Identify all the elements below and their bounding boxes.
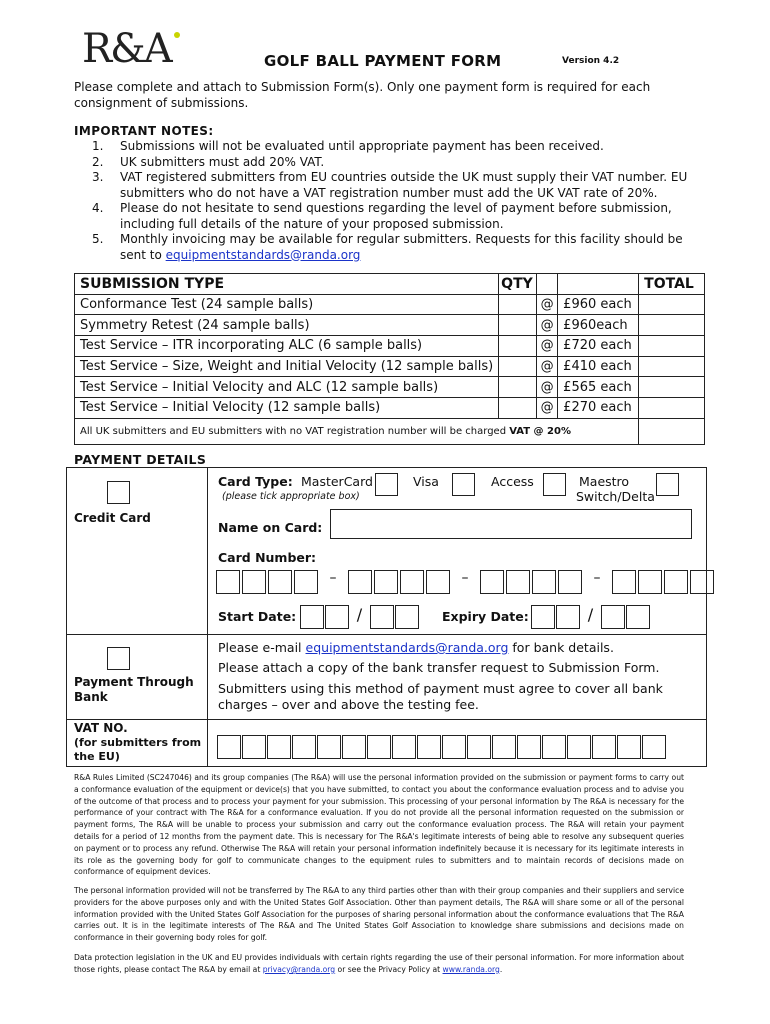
card-type-visa: Visa (413, 474, 439, 489)
price-cell: £960each (558, 315, 639, 336)
privacy-email-link[interactable]: privacy@randa.org (262, 964, 336, 974)
start-date-label: Start Date: (218, 609, 297, 624)
date-slash: / (587, 605, 594, 624)
table-row (75, 398, 705, 419)
card-type-switch: Switch/Delta (576, 489, 655, 504)
digit-box[interactable] (392, 735, 416, 759)
price-cell: £410 each (558, 356, 639, 377)
digit-box[interactable] (268, 570, 292, 594)
digit-box[interactable] (612, 570, 636, 594)
row-type: Test Service – Size, Weight and Initial Velocity (12 sample balls) (75, 356, 499, 377)
total-cell[interactable] (639, 315, 705, 336)
name-on-card-label: Name on Card: (218, 520, 323, 535)
bank-attach-text: Please attach a copy of the bank transfer request to Submission Form. (218, 660, 660, 675)
card-type-maestro: Maestro (579, 474, 630, 489)
table-header-row (75, 274, 705, 295)
table-row (75, 294, 705, 315)
at-cell: @ (537, 315, 558, 336)
digit-box[interactable] (567, 735, 591, 759)
header-qty: QTY (499, 274, 537, 295)
digit-box[interactable] (642, 735, 666, 759)
card-dash: – (461, 570, 469, 586)
card-type-label: Card Type: (218, 474, 293, 489)
row-type: Test Service – Initial Velocity and ALC (12 sample balls) (75, 377, 499, 398)
digit-box[interactable] (531, 605, 555, 629)
privacy-paragraph-1: R&A Rules Limited (SC247046) and its group companies (The R&A) will use the personal information provided on the submission or payment forms to carry out a conformance evaluation of the equipment or device(s) that you have submitted, to contact you about the conformance evaluation process and to advise you of the outcome of that process and to process your payment for your submission. This processing of your personal information by The R&A is necessary for the performance of your contract with The R&A for a conformance evaluation. If you do not provide all the personal information requested on the submission or payment forms, The R&A will be unable to process your submission and carry out the conformance evaluation process. The R&A will retain your payment details for a period of 12 months from the payment date. This is necessary for The R&A's legitimate interests of being able to resolve any subsequent queries on payment or to process any refund. Otherwise The R&A will retain your personal information indefinitely because it is necessary for its legitimate interests in its role as the governing body for golf to communicate changes to the equipment rules to submitters and to maintain records of decisions made on conformance of equipment devices. (74, 773, 684, 877)
note-item: 5. Monthly invoicing may be available for regular submitters. Requests for this facility should be sent to equipmentstandards@randa.org (92, 232, 683, 262)
table-row (75, 315, 705, 336)
access-checkbox[interactable] (543, 473, 566, 496)
logo-text: R&A (82, 26, 171, 72)
maestro-checkbox[interactable] (656, 473, 679, 496)
vat-note: All UK submitters and EU submitters with no VAT registration number will be charged VAT @ 20% (75, 418, 639, 444)
digit-box[interactable] (492, 735, 516, 759)
at-cell: @ (537, 398, 558, 419)
digit-box[interactable] (374, 570, 398, 594)
at-cell: @ (537, 294, 558, 315)
payment-rule (66, 634, 707, 635)
privacy-policy-link[interactable]: www.randa.org (442, 964, 500, 974)
visa-checkbox[interactable] (452, 473, 475, 496)
note-item: 2. UK submitters must add 20% VAT. (92, 154, 325, 169)
digit-box[interactable] (556, 605, 580, 629)
total-cell[interactable] (639, 294, 705, 315)
version-label: Version 4.2 (562, 56, 620, 66)
name-on-card-input[interactable] (330, 509, 692, 539)
digit-box[interactable] (348, 570, 372, 594)
digit-box[interactable] (542, 735, 566, 759)
note-item: 3. VAT registered submitters from EU countries outside the UK must supply their VAT number. EU submitters who do not have a VAT registration number must add the UK VAT rate of 20%. (92, 170, 688, 200)
qty-cell[interactable] (499, 356, 537, 377)
digit-box[interactable] (442, 735, 466, 759)
price-cell: £270 each (558, 398, 639, 419)
table-row (75, 377, 705, 398)
digit-box[interactable] (267, 735, 291, 759)
digit-box[interactable] (317, 735, 341, 759)
digit-box[interactable] (480, 570, 504, 594)
digit-box[interactable] (664, 570, 688, 594)
mastercard-checkbox[interactable] (375, 473, 398, 496)
card-number-label: Card Number: (218, 550, 317, 565)
total-cell[interactable] (639, 356, 705, 377)
price-cell: £720 each (558, 336, 639, 357)
privacy-paragraph-2: The personal information provided will not be transferred by The R&A to any third parties other than with their group companies and their suppliers and service providers for the above purposes only and with the United States Golf Association. Other than payment details, The R&A will share some or all of the personal information provided with the United States Golf Association for the purposes of sharing personal information about the conformance evaluations that The R&A carries out. It is in the legitimate interests of The R&A and The United States Golf Association to knowledge share submissions and decisions made on conformance in their governing body roles for golf. (74, 886, 684, 943)
note-item: 4. Please do not hesitate to send questions regarding the level of payment before submission, including full details of the nature of your proposed submission. (92, 201, 672, 231)
logo-dot-icon (174, 32, 180, 38)
card-dash: – (593, 570, 601, 586)
digit-box[interactable] (242, 570, 266, 594)
digit-box[interactable] (217, 735, 241, 759)
total-cell[interactable] (639, 398, 705, 419)
digit-box[interactable] (558, 570, 582, 594)
price-cell: £565 each (558, 377, 639, 398)
at-cell: @ (537, 356, 558, 377)
date-slash: / (356, 605, 363, 624)
row-type: Test Service – Initial Velocity (12 sample balls) (75, 398, 499, 419)
qty-cell[interactable] (499, 377, 537, 398)
vat-number-input[interactable] (217, 735, 666, 759)
digit-box[interactable] (592, 735, 616, 759)
digit-box[interactable] (638, 570, 662, 594)
payment-rule (66, 719, 707, 720)
digit-box[interactable] (467, 735, 491, 759)
invoicing-email-link[interactable]: equipmentstandards@randa.org (165, 247, 361, 262)
digit-box[interactable] (342, 735, 366, 759)
submission-table (74, 273, 705, 445)
bank-checkbox[interactable] (107, 647, 130, 670)
at-cell: @ (537, 336, 558, 357)
qty-cell[interactable] (499, 294, 537, 315)
tick-hint: (please tick appropriate box) (222, 491, 360, 502)
card-type-mastercard: MasterCard (301, 474, 373, 489)
digit-box[interactable] (300, 605, 324, 629)
row-type: Conformance Test (24 sample balls) (75, 294, 499, 315)
digit-box[interactable] (532, 570, 556, 594)
bank-email-line: Please e-mail equipmentstandards@randa.org for bank details. (218, 640, 614, 655)
credit-card-checkbox[interactable] (107, 481, 130, 504)
price-cell: £960 each (558, 294, 639, 315)
card-dash: – (329, 570, 337, 586)
card-number-input[interactable] (216, 570, 714, 594)
qty-cell[interactable] (499, 336, 537, 357)
notes-title: IMPORTANT NOTES: (74, 124, 214, 138)
bank-email-link[interactable]: equipmentstandards@randa.org (305, 640, 509, 655)
digit-box[interactable] (417, 735, 441, 759)
digit-box[interactable] (626, 605, 650, 629)
card-type-access: Access (491, 474, 534, 489)
digit-box[interactable] (325, 605, 349, 629)
page-title: GOLF BALL PAYMENT FORM (264, 52, 502, 70)
vat-note-row (75, 418, 705, 444)
bank-label: Payment Through Bank (74, 675, 194, 704)
bank-charges-text: Submitters using this method of payment must agree to cover all bank charges – over and above the testing fee. (218, 681, 663, 712)
randa-logo (82, 26, 171, 72)
qty-cell[interactable] (499, 398, 537, 419)
credit-card-label: Credit Card (74, 511, 151, 525)
intro-text: Please complete and attach to Submission Form(s). Only one payment form is required for each consignment of submissions. (74, 80, 651, 110)
vat-label: VAT NO. (for submitters from the EU) (74, 721, 202, 763)
expiry-date-label: Expiry Date: (442, 609, 529, 624)
header-at (537, 274, 558, 295)
row-type: Symmetry Retest (24 sample balls) (75, 315, 499, 336)
header-total: TOTAL (639, 274, 705, 295)
vat-total-cell[interactable] (639, 418, 705, 444)
digit-box[interactable] (370, 605, 394, 629)
digit-box[interactable] (395, 605, 419, 629)
digit-box[interactable] (601, 605, 625, 629)
header-submission-type: SUBMISSION TYPE (75, 274, 499, 295)
table-row (75, 336, 705, 357)
digit-box[interactable] (367, 735, 391, 759)
digit-box[interactable] (292, 735, 316, 759)
digit-box[interactable] (426, 570, 450, 594)
table-row (75, 356, 705, 377)
payment-details-title: PAYMENT DETAILS (74, 452, 207, 467)
header-price (558, 274, 639, 295)
privacy-paragraph-3: Data protection legislation in the UK and EU provides individuals with certain rights regarding the use of their personal information. For more information about those rights, please contact The R&A by email at privacy@randa.org or see the Privacy Policy at www.randa.org. (74, 953, 684, 974)
digit-box[interactable] (506, 570, 530, 594)
at-cell: @ (537, 377, 558, 398)
notes-list (92, 139, 702, 263)
digit-box[interactable] (216, 570, 240, 594)
start-date-input[interactable] (300, 605, 419, 629)
qty-cell[interactable] (499, 315, 537, 336)
payment-divider (207, 467, 208, 767)
digit-box[interactable] (617, 735, 641, 759)
digit-box[interactable] (294, 570, 318, 594)
total-cell[interactable] (639, 377, 705, 398)
row-type: Test Service – ITR incorporating ALC (6 sample balls) (75, 336, 499, 357)
digit-box[interactable] (690, 570, 714, 594)
digit-box[interactable] (242, 735, 266, 759)
total-cell[interactable] (639, 336, 705, 357)
digit-box[interactable] (517, 735, 541, 759)
note-item: 1. Submissions will not be evaluated until appropriate payment has been received. (92, 139, 604, 153)
digit-box[interactable] (400, 570, 424, 594)
expiry-date-input[interactable] (531, 605, 650, 629)
